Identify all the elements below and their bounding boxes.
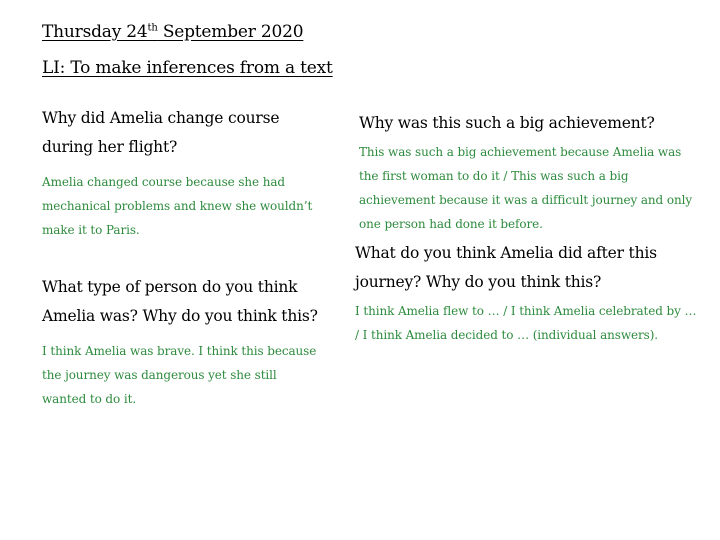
- question-text: What do you think Amelia did after this journey? Why do you think this?: [355, 244, 657, 291]
- date-prefix: Thursday 24: [42, 22, 148, 42]
- date-superscript: th: [147, 22, 158, 34]
- answer-text: Amelia changed course because she had mechanical problems and knew she wouldn’t make it to Paris.: [42, 175, 313, 237]
- date-suffix: September 2020: [157, 22, 304, 42]
- answer-text: I think Amelia was brave. I think this because the journey was dangerous yet she still wanted to do it.: [42, 344, 317, 406]
- question-text: Why was this such a big achievement?: [359, 114, 655, 132]
- question-block-achievement: [359, 109, 699, 236]
- question-block-after-journey: [355, 239, 700, 347]
- question-block-person-type: [42, 273, 320, 411]
- question-block-course-change: [42, 104, 320, 242]
- date-heading: [42, 22, 303, 42]
- answer-text: I think Amelia flew to … / I think Amelia celebrated by … / I think Amelia decided to … (individual answers).: [355, 304, 697, 342]
- answer-text: This was such a big achievement because Amelia was the first woman to do it / This was such a big achievement because it was a difficult journey and only one person had done it before.: [359, 145, 693, 231]
- question-text: What type of person do you think Amelia was? Why do you think this?: [42, 278, 318, 325]
- question-text: Why did Amelia change course during her flight?: [42, 109, 280, 156]
- learning-intention: LI: To make inferences from a text: [42, 58, 333, 78]
